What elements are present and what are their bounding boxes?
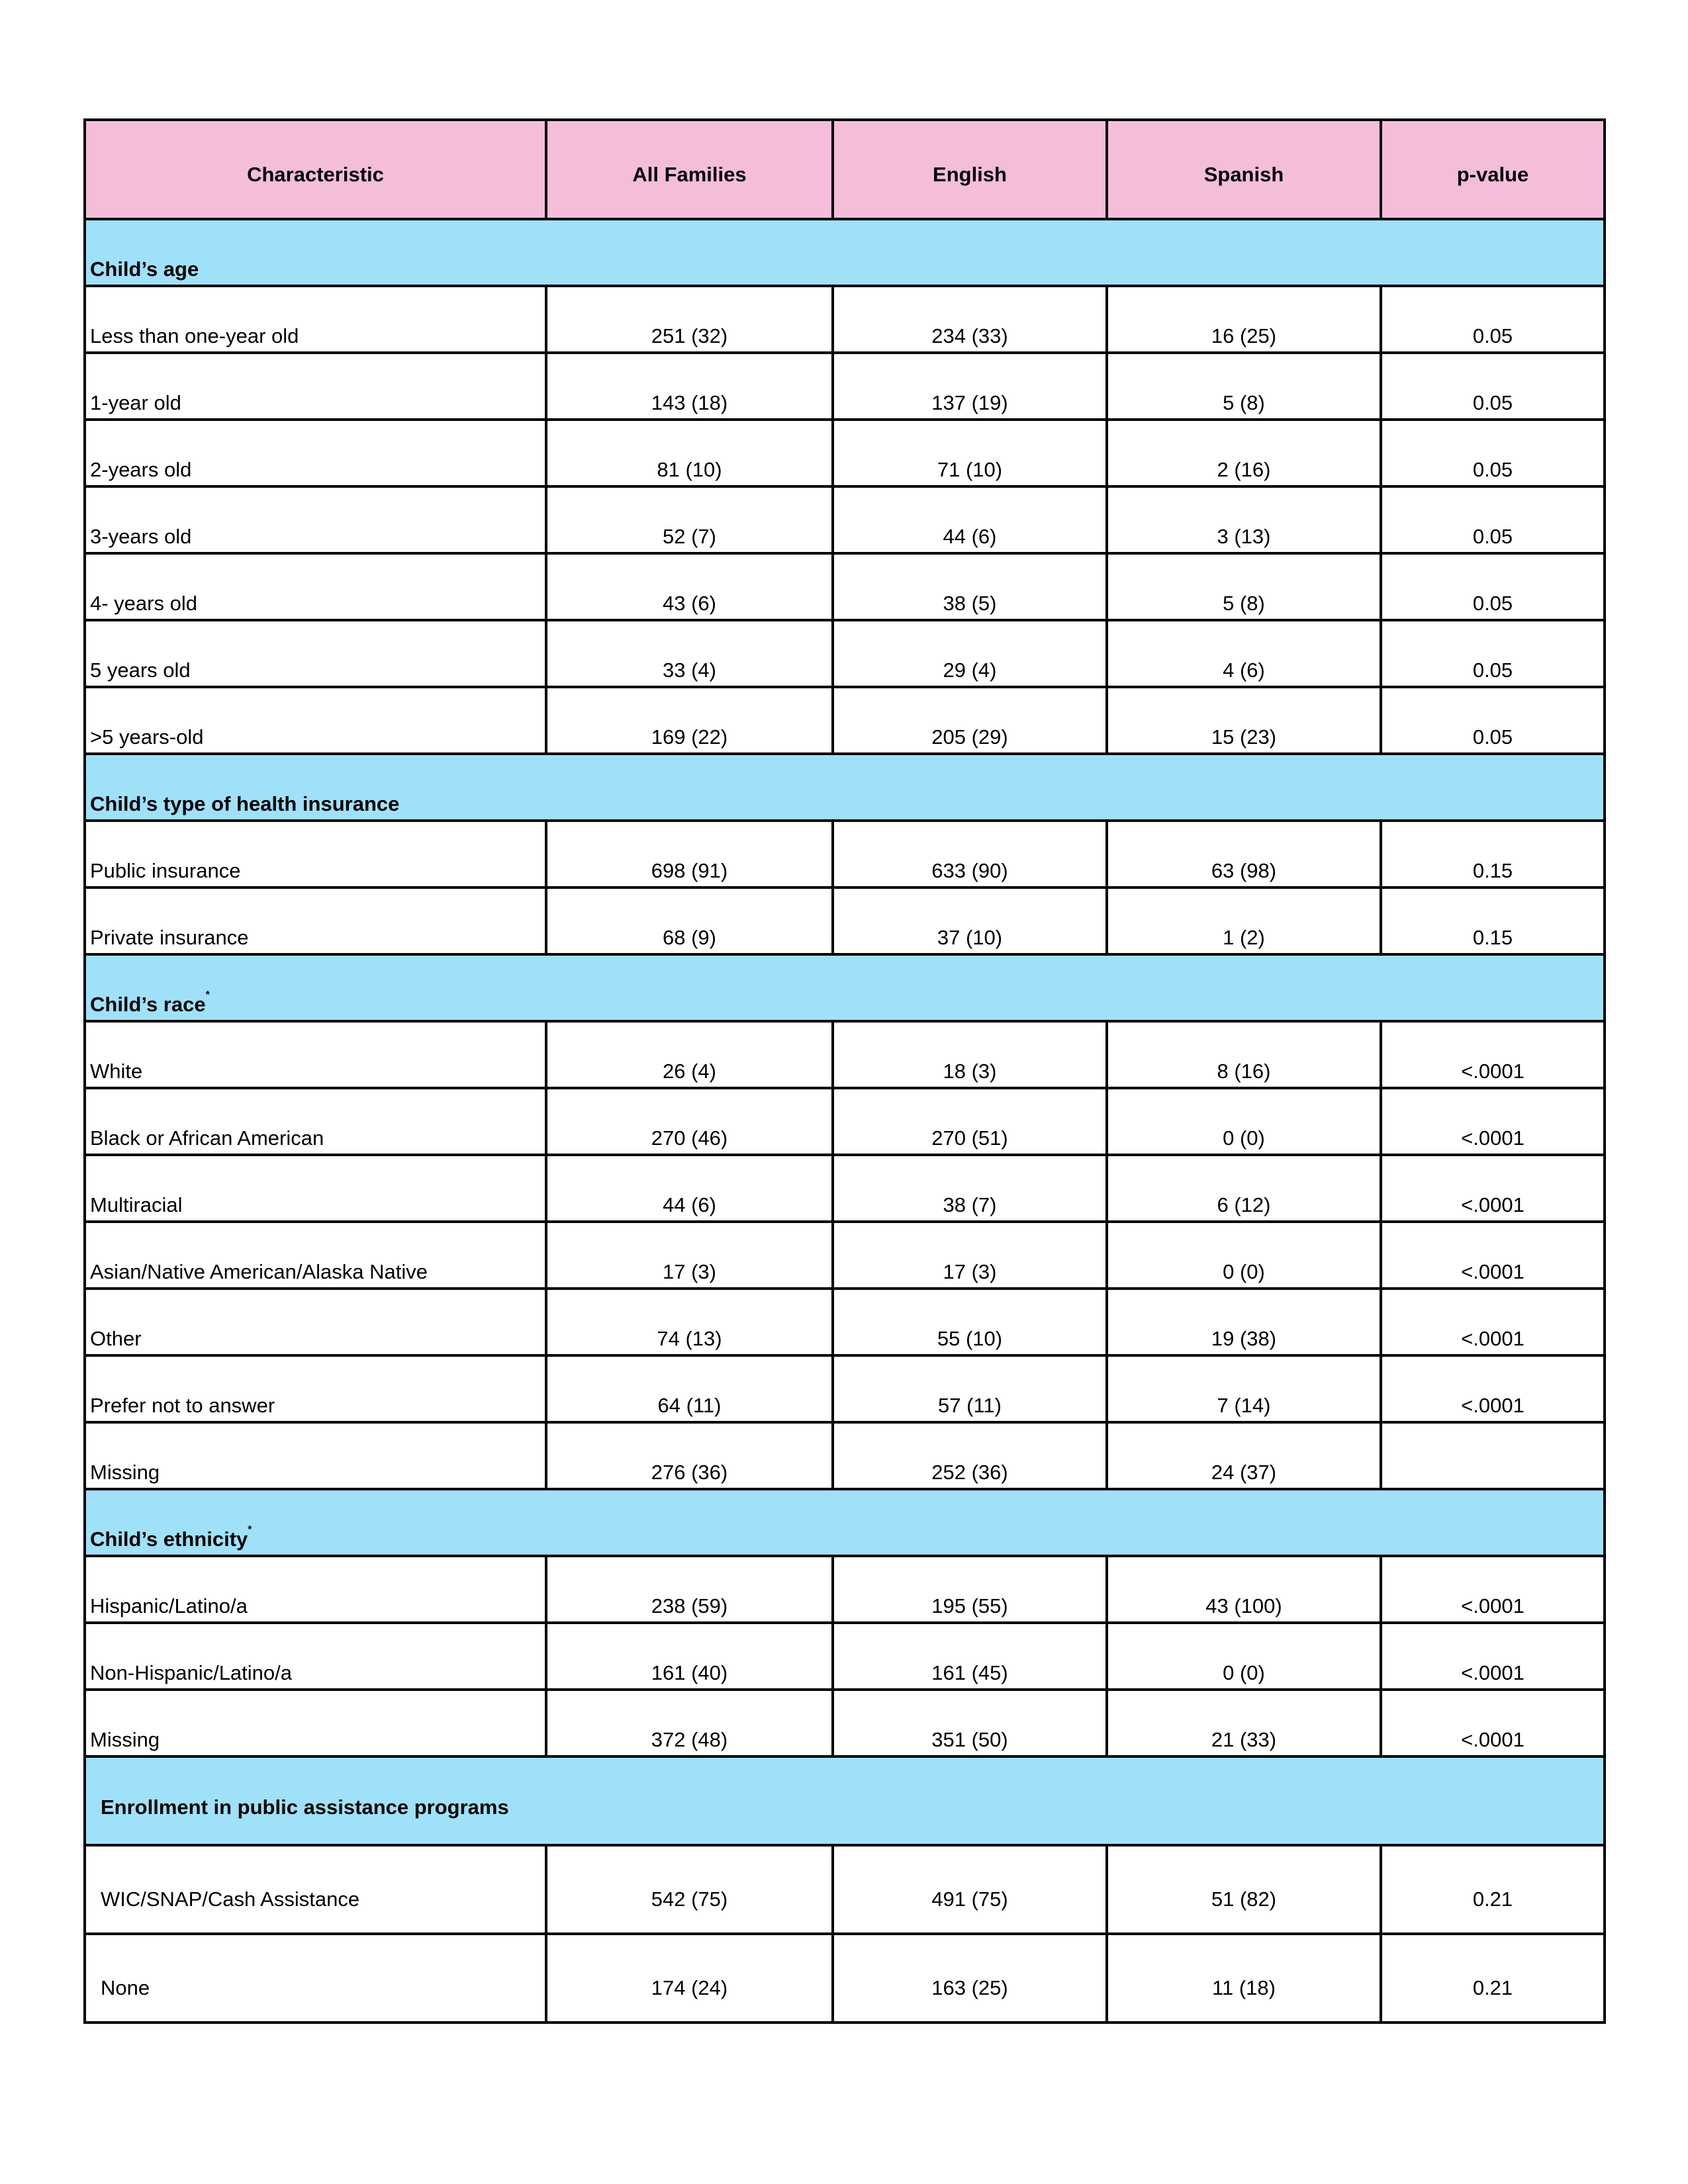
table-row xyxy=(85,553,1605,620)
p-value-cell: <.0001 xyxy=(1381,1623,1605,1690)
p-value-cell: <.0001 xyxy=(1381,1556,1605,1623)
characteristics-table-container xyxy=(83,118,1603,2024)
section-title-cell xyxy=(85,1489,1605,1556)
spanish-cell: 0 (0) xyxy=(1107,1088,1381,1155)
all-families-cell: 372 (48) xyxy=(546,1690,833,1756)
section-title: Child’s race xyxy=(90,993,206,1016)
p-value-cell xyxy=(1381,1422,1605,1489)
all-families-cell: 68 (9) xyxy=(546,887,833,954)
table-body xyxy=(85,219,1605,2023)
characteristic-cell: 4- years old xyxy=(85,553,546,620)
spanish-cell: 6 (12) xyxy=(1107,1155,1381,1222)
all-families-cell: 64 (11) xyxy=(546,1355,833,1422)
table-row xyxy=(85,286,1605,353)
all-families-cell: 43 (6) xyxy=(546,553,833,620)
english-cell: 270 (51) xyxy=(833,1088,1107,1155)
table-row xyxy=(85,1289,1605,1355)
characteristic-cell: Less than one-year old xyxy=(85,286,546,353)
all-families-cell: 33 (4) xyxy=(546,620,833,687)
all-families-cell: 44 (6) xyxy=(546,1155,833,1222)
english-cell: 17 (3) xyxy=(833,1222,1107,1289)
table-row xyxy=(85,1088,1605,1155)
all-families-cell: 270 (46) xyxy=(546,1088,833,1155)
english-cell: 205 (29) xyxy=(833,687,1107,754)
spanish-cell: 0 (0) xyxy=(1107,1623,1381,1690)
spanish-cell: 5 (8) xyxy=(1107,353,1381,420)
table-row xyxy=(85,1021,1605,1088)
header-row xyxy=(85,120,1605,219)
characteristic-cell: Missing xyxy=(85,1690,546,1756)
p-value-cell: 0.05 xyxy=(1381,687,1605,754)
section-header-row xyxy=(85,754,1605,821)
characteristic-cell: Public insurance xyxy=(85,821,546,887)
spanish-cell: 24 (37) xyxy=(1107,1422,1381,1489)
characteristic-cell: >5 years-old xyxy=(85,687,546,754)
all-families-cell: 26 (4) xyxy=(546,1021,833,1088)
table-row xyxy=(85,1690,1605,1756)
characteristic-cell: Multiracial xyxy=(85,1155,546,1222)
characteristic-cell: Asian/Native American/Alaska Native xyxy=(85,1222,546,1289)
p-value-cell: 0.05 xyxy=(1381,420,1605,486)
english-cell: 38 (5) xyxy=(833,553,1107,620)
spanish-cell: 4 (6) xyxy=(1107,620,1381,687)
p-value-cell: 0.05 xyxy=(1381,553,1605,620)
footnote-marker: * xyxy=(205,989,210,1001)
spanish-cell: 7 (14) xyxy=(1107,1355,1381,1422)
spanish-cell: 11 (18) xyxy=(1107,1934,1381,2023)
all-families-cell: 52 (7) xyxy=(546,486,833,553)
p-value-cell: <.0001 xyxy=(1381,1021,1605,1088)
table-row xyxy=(85,1355,1605,1422)
section-title: Child’s type of health insurance xyxy=(90,792,400,815)
characteristic-cell: Private insurance xyxy=(85,887,546,954)
english-cell: 163 (25) xyxy=(833,1934,1107,2023)
english-cell: 71 (10) xyxy=(833,420,1107,486)
p-value-cell: <.0001 xyxy=(1381,1088,1605,1155)
section-header-row xyxy=(85,219,1605,286)
english-cell: 351 (50) xyxy=(833,1690,1107,1756)
english-cell: 18 (3) xyxy=(833,1021,1107,1088)
header-english: English xyxy=(833,120,1107,219)
table-row xyxy=(85,1556,1605,1623)
header-spanish: Spanish xyxy=(1107,120,1381,219)
characteristic-cell: 2-years old xyxy=(85,420,546,486)
characteristic-cell: Missing xyxy=(85,1422,546,1489)
english-cell: 137 (19) xyxy=(833,353,1107,420)
english-cell: 57 (11) xyxy=(833,1355,1107,1422)
characteristic-cell: 5 years old xyxy=(85,620,546,687)
header-all-families: All Families xyxy=(546,120,833,219)
section-header-row xyxy=(85,1489,1605,1556)
p-value-cell: <.0001 xyxy=(1381,1355,1605,1422)
p-value-cell: <.0001 xyxy=(1381,1690,1605,1756)
footnote-marker: * xyxy=(248,1524,252,1535)
section-title: Child’s age xyxy=(90,257,199,281)
all-families-cell: 169 (22) xyxy=(546,687,833,754)
all-families-cell: 81 (10) xyxy=(546,420,833,486)
table-row xyxy=(85,1934,1605,2023)
english-cell: 161 (45) xyxy=(833,1623,1107,1690)
english-cell: 44 (6) xyxy=(833,486,1107,553)
spanish-cell: 15 (23) xyxy=(1107,687,1381,754)
english-cell: 234 (33) xyxy=(833,286,1107,353)
all-families-cell: 74 (13) xyxy=(546,1289,833,1355)
section-title-cell xyxy=(85,754,1605,821)
characteristic-cell: Black or African American xyxy=(85,1088,546,1155)
spanish-cell: 1 (2) xyxy=(1107,887,1381,954)
p-value-cell: 0.15 xyxy=(1381,821,1605,887)
characteristic-cell: Hispanic/Latino/a xyxy=(85,1556,546,1623)
english-cell: 195 (55) xyxy=(833,1556,1107,1623)
p-value-cell: <.0001 xyxy=(1381,1289,1605,1355)
table-row xyxy=(85,687,1605,754)
table-row xyxy=(85,1623,1605,1690)
section-title-cell xyxy=(85,1756,1605,1845)
all-families-cell: 161 (40) xyxy=(546,1623,833,1690)
spanish-cell: 5 (8) xyxy=(1107,553,1381,620)
characteristic-cell: None xyxy=(85,1934,546,2023)
table-row xyxy=(85,821,1605,887)
table-row xyxy=(85,1845,1605,1934)
p-value-cell: <.0001 xyxy=(1381,1155,1605,1222)
english-cell: 252 (36) xyxy=(833,1422,1107,1489)
p-value-cell: <.0001 xyxy=(1381,1222,1605,1289)
spanish-cell: 3 (13) xyxy=(1107,486,1381,553)
all-families-cell: 174 (24) xyxy=(546,1934,833,2023)
p-value-cell: 0.15 xyxy=(1381,887,1605,954)
spanish-cell: 19 (38) xyxy=(1107,1289,1381,1355)
spanish-cell: 16 (25) xyxy=(1107,286,1381,353)
spanish-cell: 0 (0) xyxy=(1107,1222,1381,1289)
characteristic-cell: Non-Hispanic/Latino/a xyxy=(85,1623,546,1690)
characteristics-table xyxy=(83,118,1606,2024)
all-families-cell: 251 (32) xyxy=(546,286,833,353)
section-title: Enrollment in public assistance programs xyxy=(101,1795,509,1819)
table-row xyxy=(85,353,1605,420)
all-families-cell: 143 (18) xyxy=(546,353,833,420)
spanish-cell: 63 (98) xyxy=(1107,821,1381,887)
spanish-cell: 43 (100) xyxy=(1107,1556,1381,1623)
section-title-cell xyxy=(85,954,1605,1021)
characteristic-cell: 1-year old xyxy=(85,353,546,420)
header-characteristic: Characteristic xyxy=(85,120,546,219)
table-row xyxy=(85,1222,1605,1289)
table-row xyxy=(85,1155,1605,1222)
english-cell: 29 (4) xyxy=(833,620,1107,687)
p-value-cell: 0.05 xyxy=(1381,486,1605,553)
table-row xyxy=(85,620,1605,687)
section-header-row xyxy=(85,954,1605,1021)
spanish-cell: 2 (16) xyxy=(1107,420,1381,486)
section-title: Child’s ethnicity xyxy=(90,1527,248,1551)
characteristic-cell: WIC/SNAP/Cash Assistance xyxy=(85,1845,546,1934)
spanish-cell: 51 (82) xyxy=(1107,1845,1381,1934)
english-cell: 55 (10) xyxy=(833,1289,1107,1355)
section-title-cell xyxy=(85,219,1605,286)
english-cell: 38 (7) xyxy=(833,1155,1107,1222)
p-value-cell: 0.21 xyxy=(1381,1934,1605,2023)
section-header-row xyxy=(85,1756,1605,1845)
characteristic-cell: 3-years old xyxy=(85,486,546,553)
header-p-value: p-value xyxy=(1381,120,1605,219)
characteristic-cell: Prefer not to answer xyxy=(85,1355,546,1422)
table-row xyxy=(85,1422,1605,1489)
english-cell: 491 (75) xyxy=(833,1845,1107,1934)
english-cell: 633 (90) xyxy=(833,821,1107,887)
p-value-cell: 0.05 xyxy=(1381,286,1605,353)
all-families-cell: 238 (59) xyxy=(546,1556,833,1623)
table-row xyxy=(85,887,1605,954)
spanish-cell: 21 (33) xyxy=(1107,1690,1381,1756)
spanish-cell: 8 (16) xyxy=(1107,1021,1381,1088)
english-cell: 37 (10) xyxy=(833,887,1107,954)
table-row xyxy=(85,420,1605,486)
characteristic-cell: Other xyxy=(85,1289,546,1355)
p-value-cell: 0.05 xyxy=(1381,620,1605,687)
all-families-cell: 698 (91) xyxy=(546,821,833,887)
table-row xyxy=(85,486,1605,553)
all-families-cell: 276 (36) xyxy=(546,1422,833,1489)
characteristic-cell: White xyxy=(85,1021,546,1088)
p-value-cell: 0.05 xyxy=(1381,353,1605,420)
p-value-cell: 0.21 xyxy=(1381,1845,1605,1934)
all-families-cell: 542 (75) xyxy=(546,1845,833,1934)
all-families-cell: 17 (3) xyxy=(546,1222,833,1289)
